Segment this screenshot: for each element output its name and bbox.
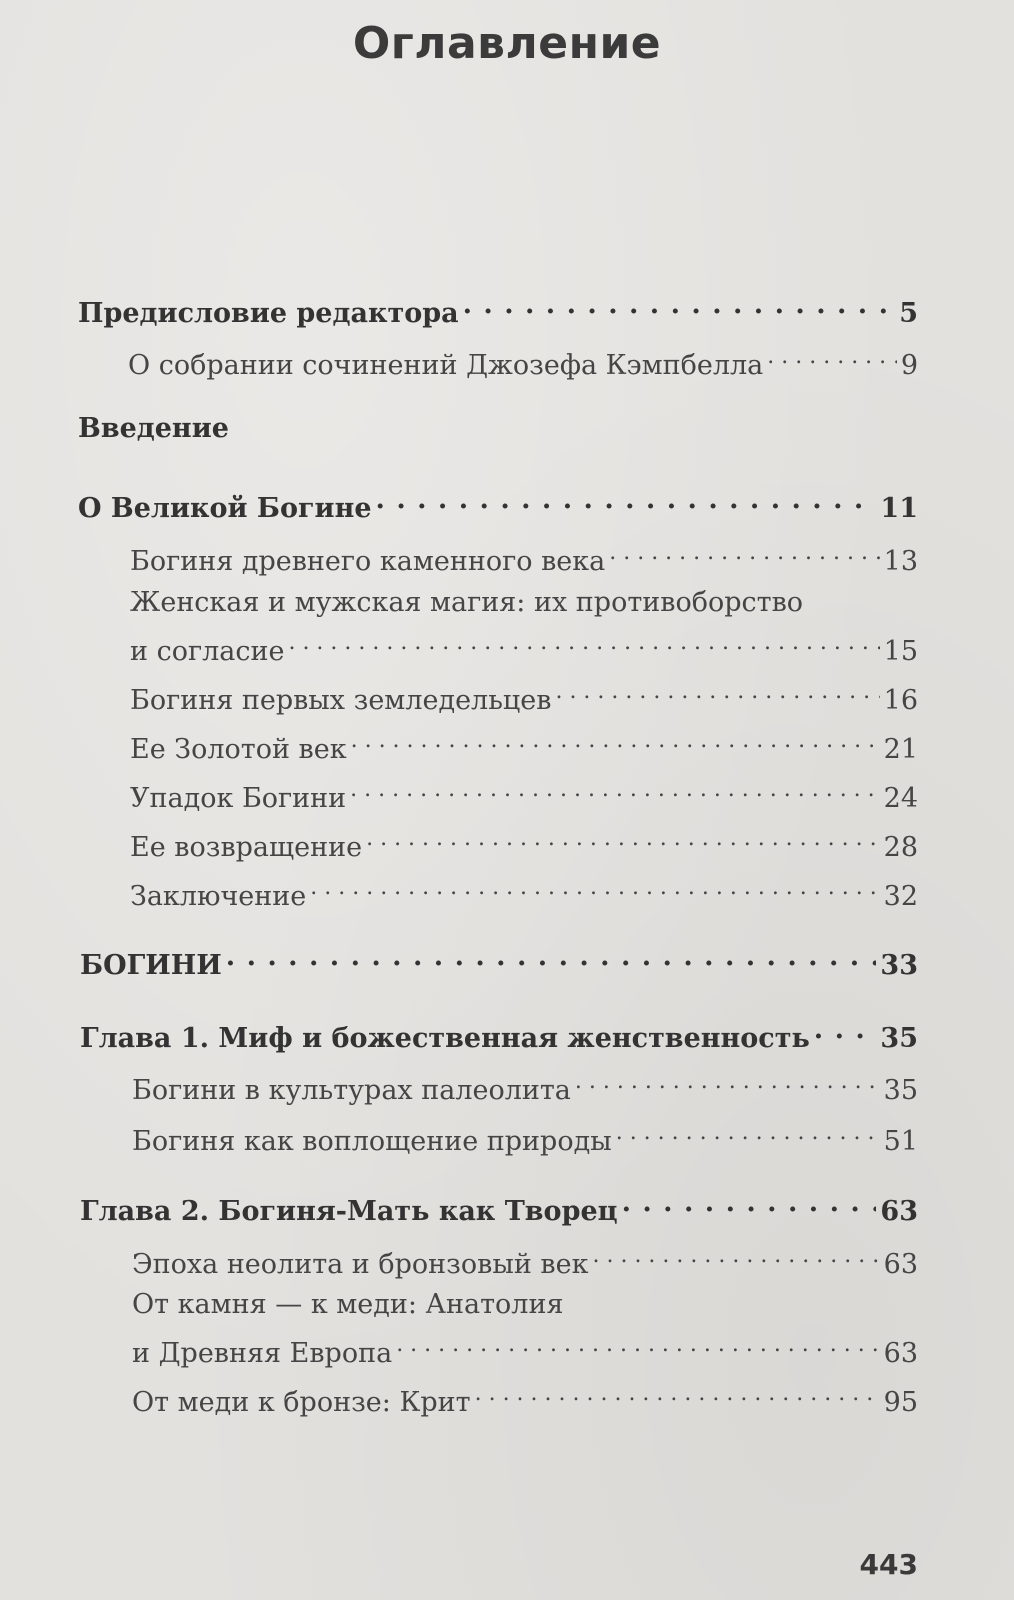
toc-entry-title: Богиня древнего каменного века [130,546,606,577]
toc-entry-chapter-1 [80,1013,918,1056]
toc-entry-title: Заключение [130,881,307,912]
toc-entry-title: Богиня первых земледельцев [130,685,552,716]
toc-entry-stone-copper-line2 [132,1328,918,1371]
page-number: 443 [859,1548,918,1581]
leader-dots [376,483,877,517]
toc-entry-return [130,822,918,865]
toc-entry-neolithic [132,1239,918,1282]
toc-entry-first-farmers [130,675,918,718]
toc-entry-page: 21 [883,734,918,765]
toc-entry-page: 24 [883,783,918,814]
toc-entry-magic-line2 [130,626,918,669]
toc-entry-title: Предисловие редактора [78,298,459,329]
toc-entry-title: и согласие [130,636,285,667]
leader-dots [575,1065,880,1099]
toc-entry-title: Глава 2. Богиня-Мать как Творец [80,1196,618,1227]
toc-entry-paleolithic [132,1065,918,1108]
toc-entry-goddesses [80,940,918,983]
toc-entry-page: 28 [883,832,918,863]
toc-entry-nature [132,1116,918,1159]
toc-entry-stone-age-goddess [130,536,918,579]
toc-entry-page: 32 [883,881,918,912]
toc-entry-title: Глава 1. Миф и божественная женственность [80,1023,810,1054]
leader-dots [622,1186,877,1220]
toc-entry-decline [130,773,918,816]
toc-entry-title: Богиня как воплощение природы [132,1126,612,1157]
leader-dots [310,871,879,905]
toc-entry-stone-copper-line1: От камня — к меди: Анатолия [132,1289,564,1320]
toc-entry-title: БОГИНИ [80,950,222,981]
toc-entry-title: Упадок Богини [130,783,347,814]
toc-entry-page: 33 [880,950,918,981]
leader-dots [475,1377,880,1411]
leader-dots [555,675,879,709]
toc-entry-title: Эпоха неолита и бронзовый век [132,1249,589,1280]
toc-entry-magic-line1: Женская и мужская магия: их противоборство [130,587,804,618]
toc-entry-page: 35 [880,1023,918,1054]
toc-entry-chapter-2 [80,1186,918,1229]
leader-dots [767,340,897,374]
toc-entry-title: Богини в культурах палеолита [132,1075,571,1106]
toc-entry-conclusion [130,871,918,914]
leader-dots [288,626,879,660]
leader-dots [396,1328,879,1362]
toc-entry-page: 63 [883,1249,918,1280]
leader-dots [609,536,879,570]
toc-entry-golden-age [130,724,918,767]
toc-entry-page: 95 [883,1387,918,1418]
toc-entry-page: 9 [900,350,918,381]
toc-entry-title: и Древняя Европа [132,1338,393,1369]
toc-entry-collected-works [128,340,918,383]
leader-dots [351,724,880,758]
toc-entry-title: От меди к бронзе: Крит [132,1387,471,1418]
toc-entry-title: Ее Золотой век [130,734,347,765]
toc-entry-crete [132,1377,918,1420]
toc-entry-page: 63 [883,1338,918,1369]
leader-dots [226,940,877,974]
toc-entry-great-goddess [78,483,918,526]
leader-dots [350,773,879,807]
toc-entry-editor-preface [78,288,918,331]
toc-entry-page: 16 [883,685,918,716]
toc-entry-title: О собрании сочинений Джозефа Кэмпбелла [128,350,764,381]
leader-dots [463,288,896,322]
toc-heading-introduction: Введение [78,413,229,444]
toc-entry-title: О Великой Богине [78,493,372,524]
toc-entry-page: 63 [880,1196,918,1227]
toc-entry-page: 15 [883,636,918,667]
page-title: Оглавление [352,18,662,69]
toc-entry-page: 35 [883,1075,918,1106]
toc-entry-title: Ее возвращение [130,832,363,863]
toc-entry-page: 11 [880,493,918,524]
leader-dots [592,1239,879,1273]
toc-entry-page: 13 [883,546,918,577]
toc-entry-page: 5 [899,298,918,329]
leader-dots [366,822,880,856]
leader-dots [616,1116,880,1150]
toc-entry-page: 51 [883,1126,918,1157]
leader-dots [814,1013,877,1047]
